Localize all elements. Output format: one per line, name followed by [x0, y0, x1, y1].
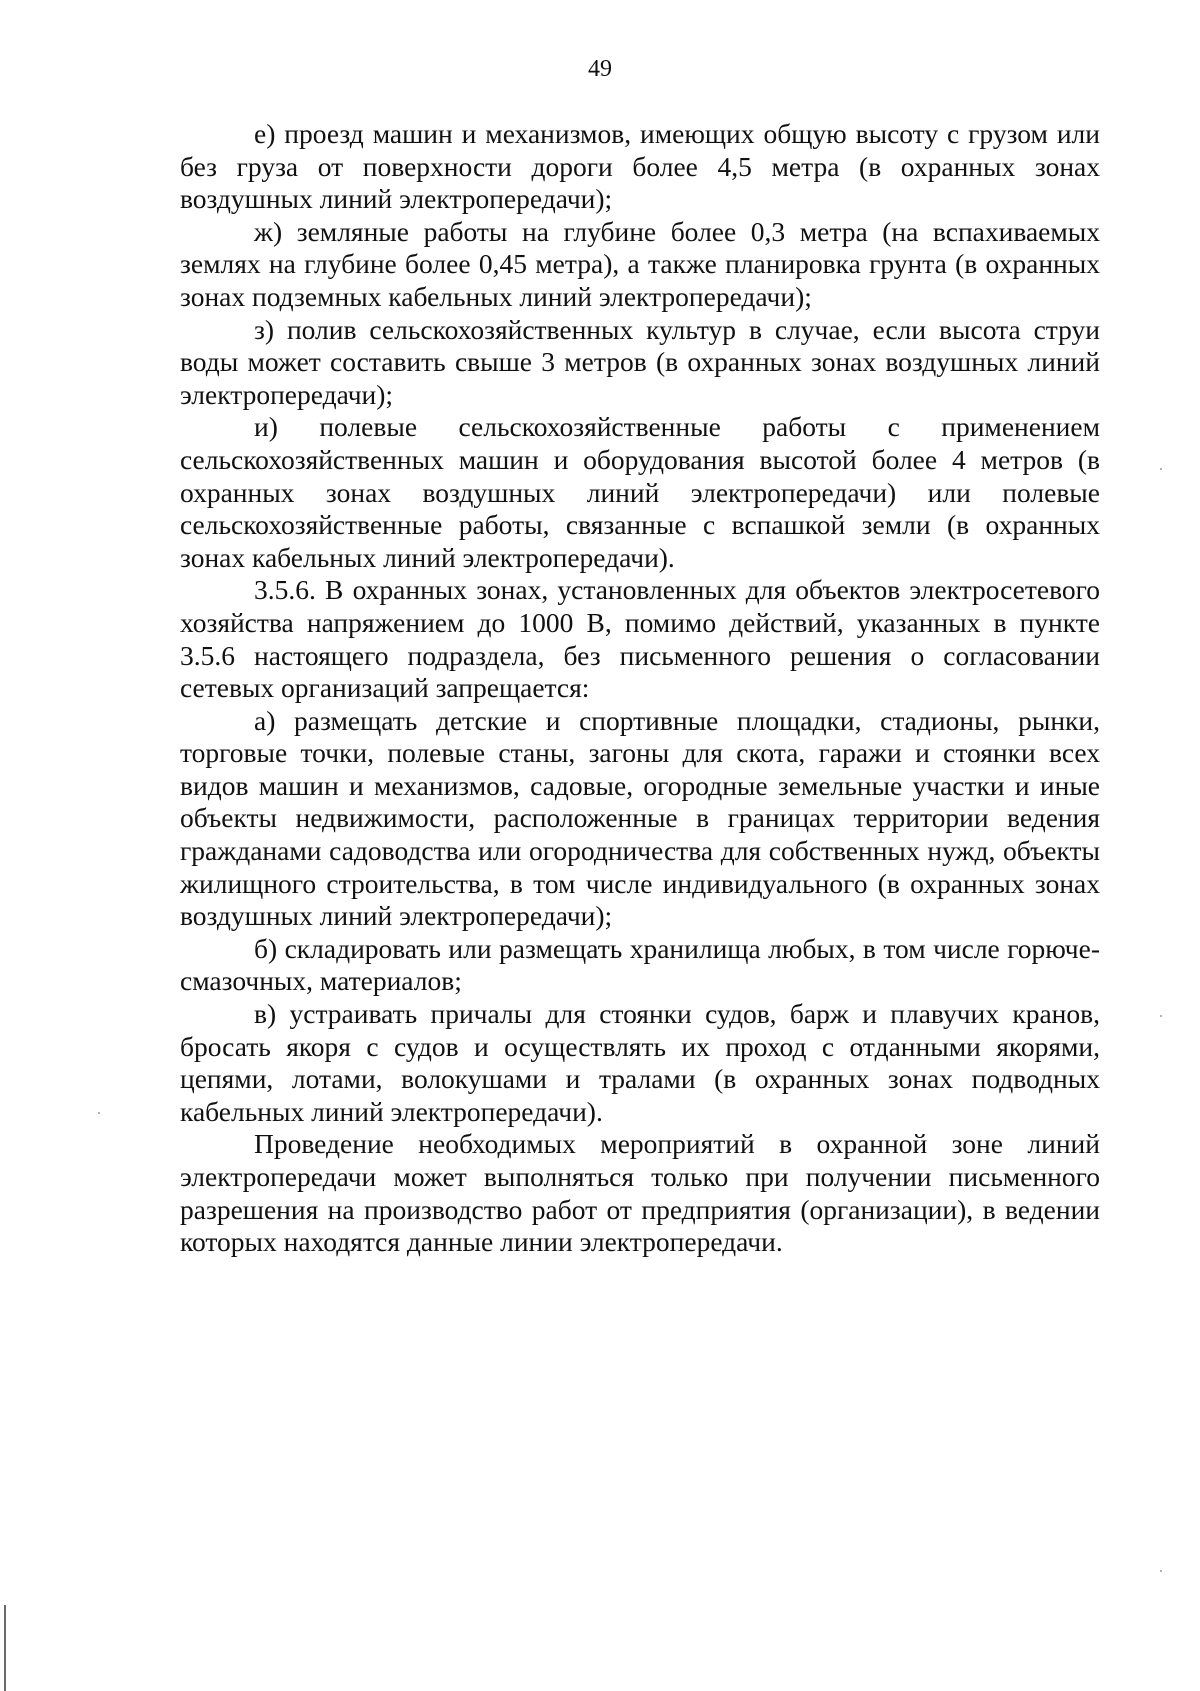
- document-body: [180, 118, 1100, 1259]
- paragraph-item-zh: ж) земляные работы на глубине более 0,3 метра (на вспахиваемых землях на глубине более 0,45 метра), а также планировка грунта (в охранных зонах подземных кабельных линий электропередачи);: [180, 215, 1100, 312]
- scan-speck: [98, 1112, 100, 1114]
- paragraph-clause-3-5-6: 3.5.6. В охранных зонах, установленных для объектов электросетевого хозяйства напряжением до 1000 В, помимо действий, указанных в пункте 3.5.6 настоящего подраздела, без письменного решения о согласовании сетевых организаций запрещается:: [180, 574, 1100, 704]
- paragraph-item-v: в) устраивать причалы для стоянки судов, барж и плавучих кранов, бросать якоря с судов и осуществлять их проход с отданными якорями, цепями, лотами, волокушами и тралами (в охранных зонах подводных кабельных линий электропередачи).: [180, 998, 1100, 1127]
- scan-speck: [1160, 1570, 1162, 1572]
- paragraph-item-i: и) полевые сельскохозяйственные работы с применением сельскохозяйственных машин и оборудования высотой более 4 метров (в охранных зонах воздушных линий электропередачи) или полевые сельскохозяйственные работы, связанные с вспашкой земли (в охранных зонах кабельных линий электропередачи).: [180, 411, 1100, 573]
- page-number: 49: [588, 56, 612, 82]
- paragraph-item-a: а) размещать детские и спортивные площадки, стадионы, рынки, торговые точки, полевые станы, загоны для скота, гаражи и стоянки всех видов машин и механизмов, садовые, огородные земельные участки и иные объекты недвижимости, расположенные в границах территории ведения гражданами садоводства или огородничества для собственных нужд, объекты жилищного строительства, в том числе индивидуального (в охранных зонах воздушных линий электропередачи);: [180, 704, 1100, 932]
- paragraph-item-z: з) полив сельскохозяйственных культур в случае, если высота струи воды может составить свыше 3 метров (в охранных зонах воздушных линий электропередачи);: [180, 313, 1100, 410]
- paragraph-item-e: е) проезд машин и механизмов, имеющих общую высоту с грузом или без груза от поверхности дороги более 4,5 метра (в охранных зонах воздушных линий электропередачи);: [180, 118, 1100, 215]
- scan-speck: [1160, 468, 1162, 470]
- scan-edge-mark: [4, 1605, 6, 1691]
- paragraph-conclusion: Проведение необходимых мероприятий в охранной зоне линий электропередачи может выполняться только при получении письменного разрешения на производство работ от предприятия (организации), в ведении которых находятся данные линии электропередачи.: [180, 1128, 1100, 1258]
- paragraph-item-b: б) складировать или размещать хранилища любых, в том числе горюче-смазочных, материалов;: [180, 932, 1100, 997]
- scan-speck: [1160, 1015, 1162, 1017]
